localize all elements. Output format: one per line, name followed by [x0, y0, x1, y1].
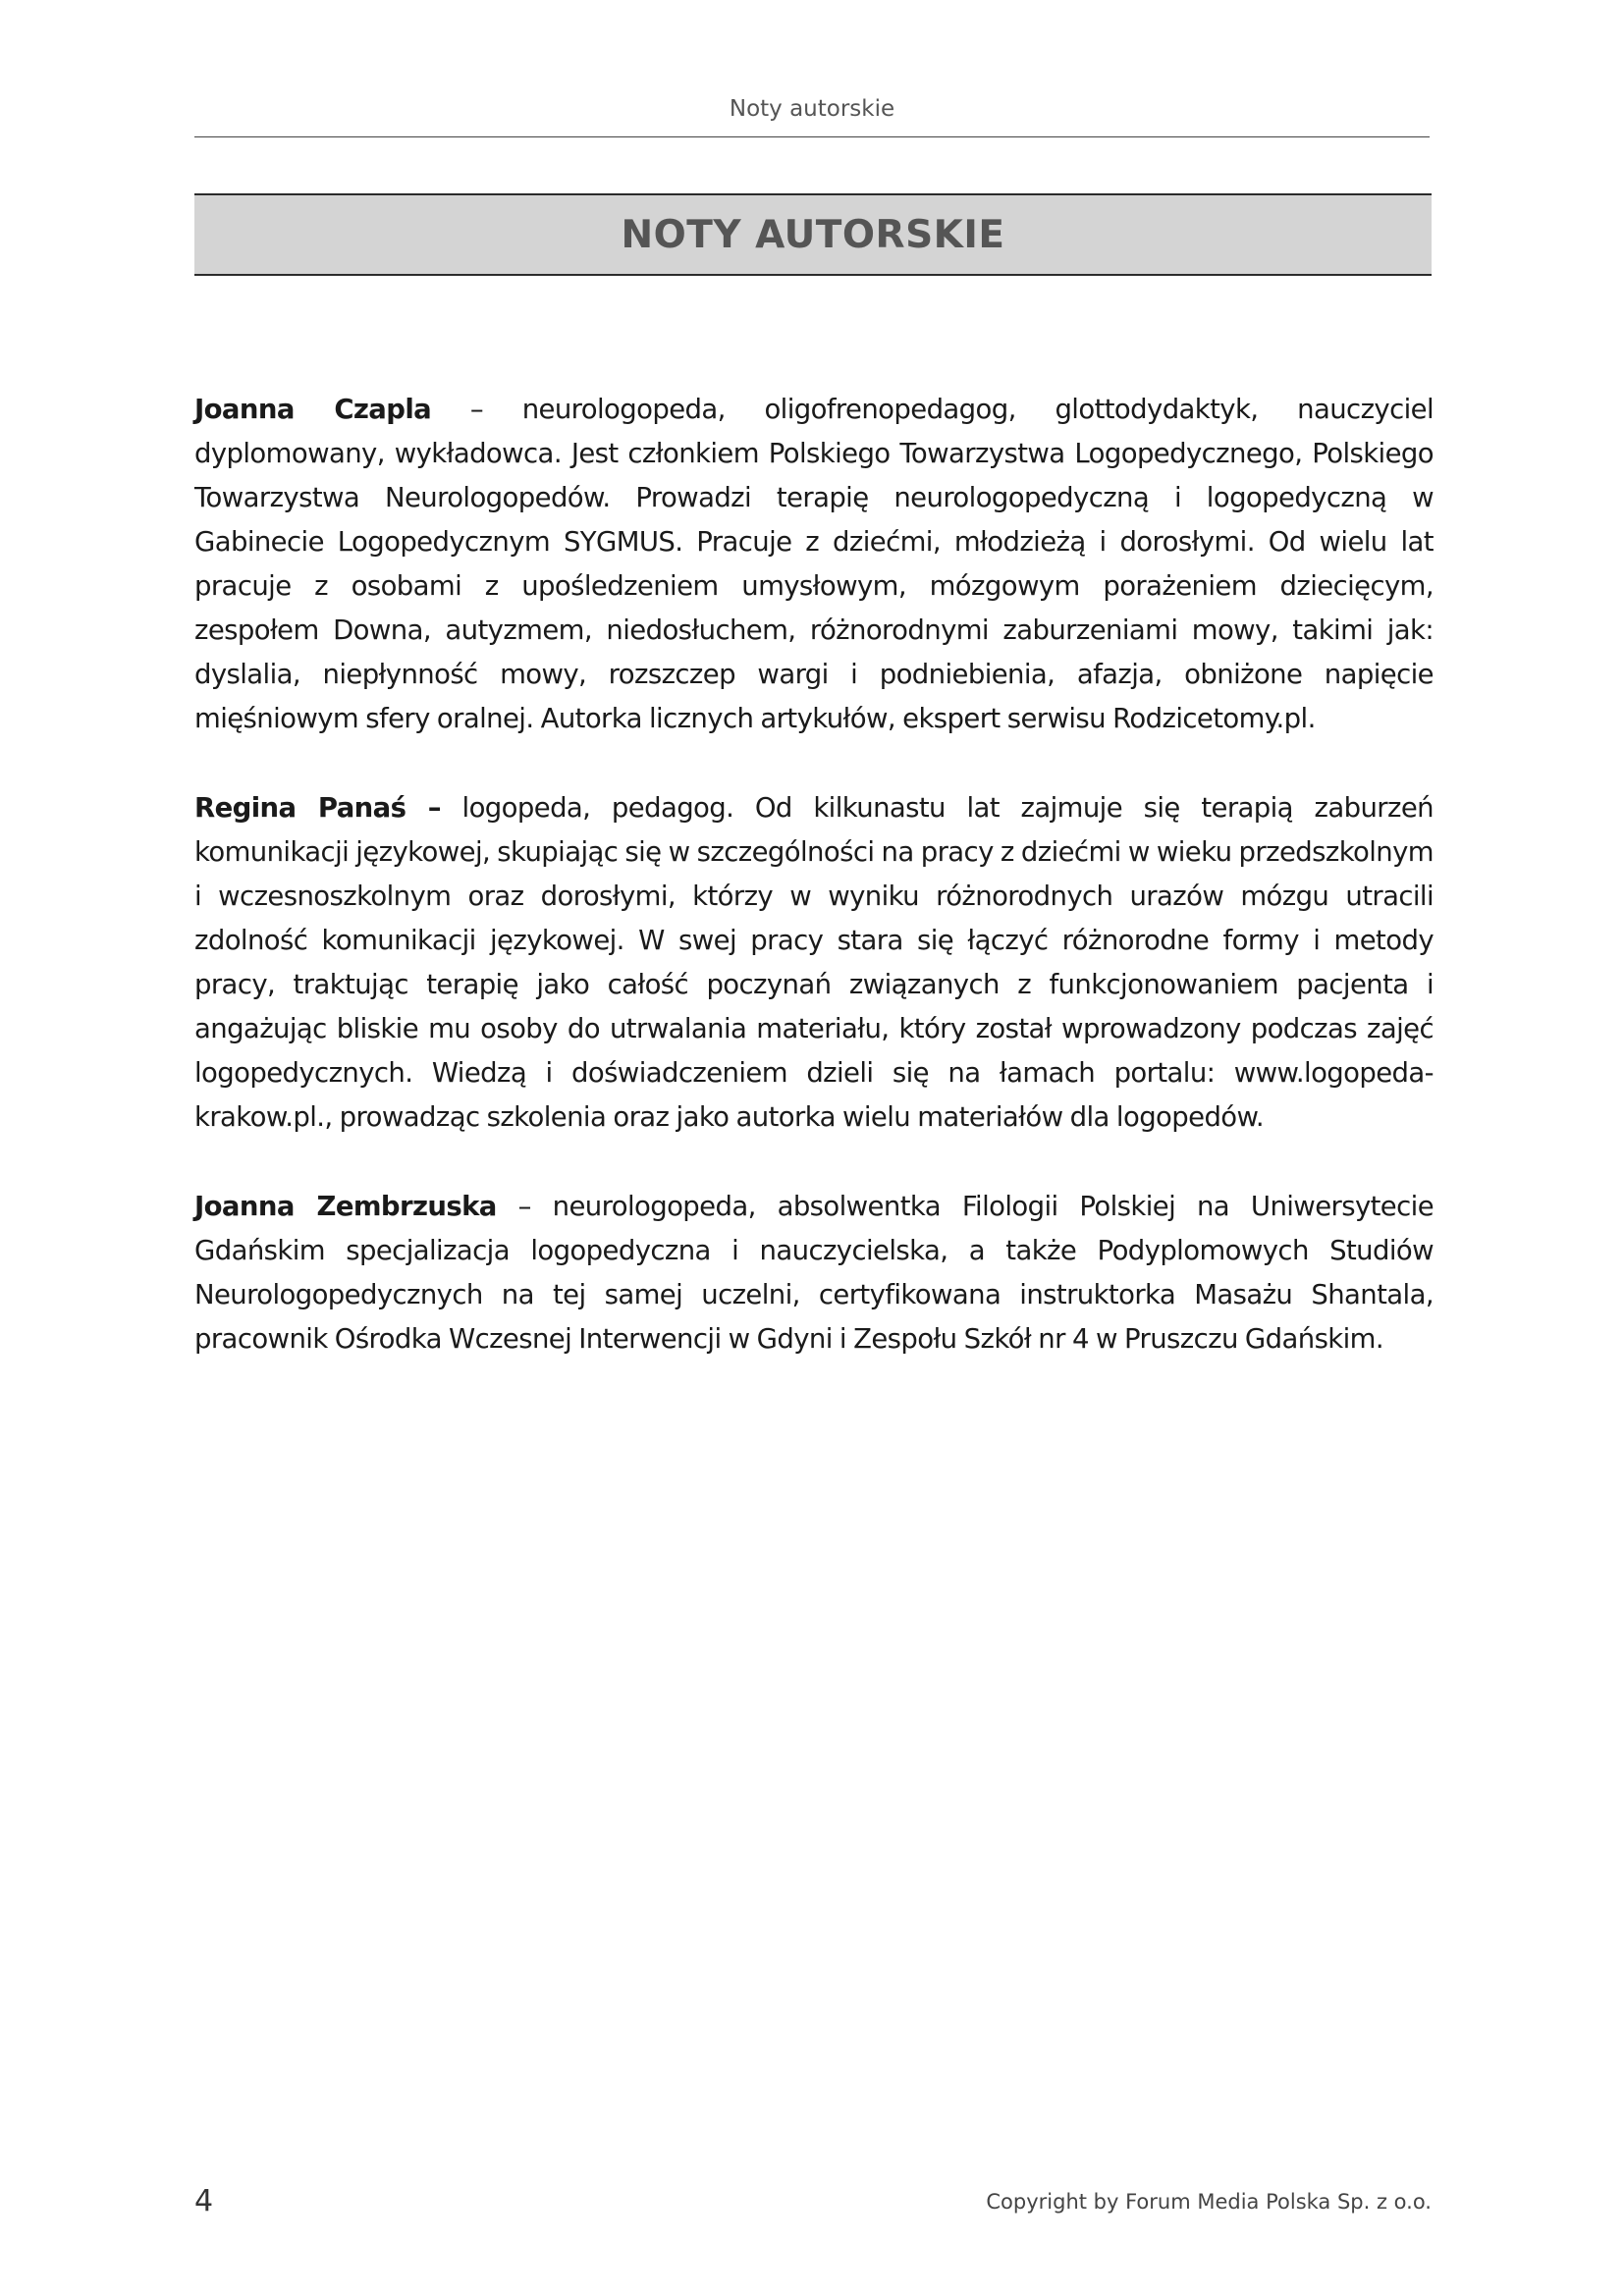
author-note: [194, 1185, 1434, 1362]
page-number: 4: [194, 2184, 214, 2218]
name-separator: –: [431, 394, 522, 425]
author-notes: [194, 388, 1434, 1407]
name-separator: [441, 792, 462, 824]
author-name: Joanna Zembrzuska: [194, 1191, 497, 1222]
author-note: [194, 388, 1434, 741]
chapter-title: NOTY AUTORSKIE: [621, 212, 1005, 257]
author-description: neurologopeda, absolwentka Filologii Polskiej na Uniwersytecie Gdańskim specjalizacja logopedyczna i nauczycielska, a także Podyplomowych Studiów Neurologopedycznych na tej samej uczelni, certyfikowana instruktorka Masażu Shantala, pracownik Ośrodka Wczesnej Interwencji w Gdyni i Zespołu Szkół nr 4 w Pruszczu Gdańskim.: [194, 1191, 1435, 1355]
name-separator: –: [496, 1191, 553, 1222]
chapter-title-band: [194, 193, 1432, 276]
author-description: logopeda, pedagog. Od kilkunastu lat zajmuje się terapią zaburzeń komunikacji językowej, skupiając się w szczególności na pracy z dziećmi w wieku przedszkolnym i wczesnoszkolnym oraz dorosłymi, którzy w wyniku różnorodnych urazów mózgu utracili zdolność komunikacji językowej. W swej pracy stara się łączyć różnorodne formy i metody pracy, traktując terapię jako całość poczynań związanych z funkcjonowaniem pacjenta i angażując bliskie mu osoby do utrwalania materiału, który został wprowadzony podczas zajęć logopedycznych. Wiedzą i doświadczeniem dzieli się na łamach portalu: www.logopeda-krakow.pl., prowadząc szkolenia oraz jako autorka wielu materiałów dla logopedów.: [194, 792, 1434, 1133]
author-name: Regina Panaś –: [194, 792, 441, 824]
copyright-notice: Copyright by Forum Media Polska Sp. z o.o.: [986, 2190, 1432, 2214]
running-header: Noty autorskie: [729, 96, 895, 122]
author-description: neurologopeda, oligofrenopedagog, glottodydaktyk, nauczyciel dyplomowany, wykładowca. Jest członkiem Polskiego Towarzystwa Logopedycznego, Polskiego Towarzystwa Neurologopedów. Prowadzi terapię neurologopedyczną i logopedyczną w Gabinecie Logopedycznym SYGMUS. Pracuje z dziećmi, młodzieżą i dorosłymi. Od wielu lat pracuje z osobami z upośledzeniem umysłowym, mózgowym porażeniem dziecięcym, zespołem Downa, autyzmem, niedosłuchem, różnorodnymi zaburzeniami mowy, takimi jak: dyslalia, niepłynność mowy, rozszczep wargi i podniebienia, afazja, obniżone napięcie mięśniowym sfery oralnej. Autorka licznych artykułów, ekspert serwisu Rodzicetomy.pl.: [194, 394, 1434, 734]
author-note: [194, 786, 1434, 1140]
author-name: Joanna Czapla: [194, 394, 432, 425]
header-divider: [194, 136, 1430, 137]
